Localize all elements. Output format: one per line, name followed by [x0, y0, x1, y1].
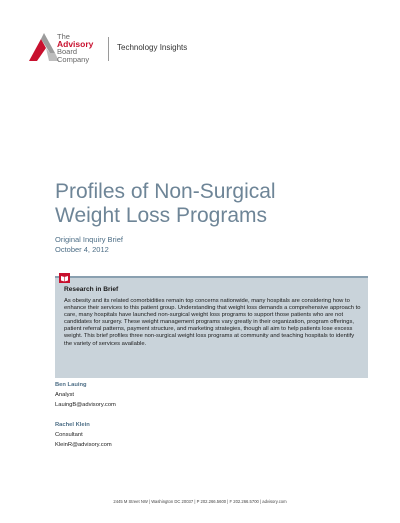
research-in-brief-box [55, 276, 368, 378]
contact-email[interactable]: LauingB@advisory.com [55, 402, 116, 408]
contact-role: Consultant [55, 432, 83, 438]
product-name: Technology Insights [117, 43, 188, 52]
contact-email[interactable]: KleinR@advisory.com [55, 442, 112, 448]
contact-name: Ben Lauing [55, 382, 87, 388]
research-heading: Research in Brief [64, 286, 119, 293]
logo-line-the: The [57, 32, 70, 41]
header-divider [108, 37, 109, 61]
document-title [55, 180, 375, 228]
book-icon [59, 273, 70, 283]
contact-block [55, 380, 116, 410]
research-body: As obesity and its related comorbidities remain top concerns nationwide, many hospitals are considering how to enhance their services to this patient group. Understanding that weight loss demands a comprehensive approach to care, many hospitals have launched non-surgical weight loss programs to support those patients who are not candidates for surgery. These weight management programs vary greatly in their organization, program offerings, patient referral patterns, payment structure, and marketing strategies, though all aim to help patients lose excess weight. This brief profiles three non-surgical weight loss programs at community and teaching hospitals to identify the variety of services available. [64, 298, 361, 347]
title-line-1: Profiles of Non-Surgical [55, 180, 276, 203]
logo-wordmark [57, 33, 93, 63]
logo-line-company: Company [57, 54, 90, 64]
footer-address: 2445 M Street NW | Washington DC 20037 | P 202.266.5600 | F 202.266.5700 | advisory.com [113, 499, 287, 504]
document-subtitle [55, 235, 123, 254]
contact-block [55, 420, 112, 450]
contact-role: Analyst [55, 392, 75, 398]
contact-name: Rachel Klein [55, 422, 90, 428]
logo-line-board: Board [57, 47, 78, 57]
brief-date: October 4, 2012 [55, 244, 109, 254]
advisory-board-logo [29, 33, 113, 69]
brief-type: Original Inquiry Brief [55, 235, 123, 244]
logo-mark-icon [29, 33, 59, 63]
title-line-2: Weight Loss Programs [55, 204, 268, 227]
logo-line-advisory: Advisory [57, 38, 94, 49]
